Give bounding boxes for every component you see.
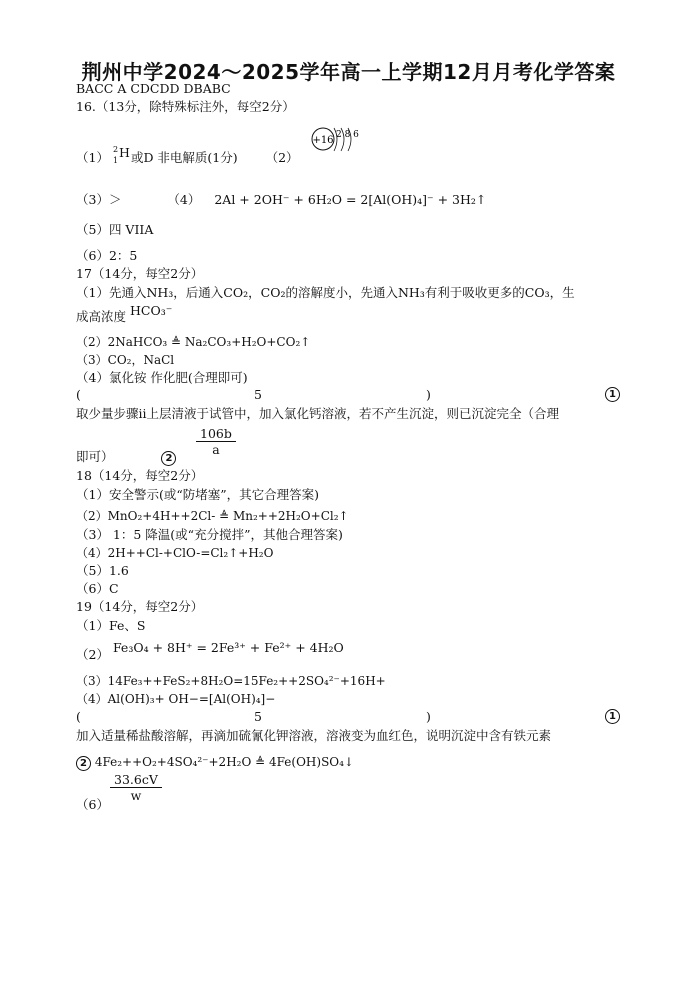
fraction-denominator: w <box>130 788 142 803</box>
q19-p5-num: 5 <box>254 709 262 724</box>
circled-number-1: 1 <box>605 709 620 724</box>
q19-part1: （1）Fe、S <box>76 618 146 633</box>
circled-number-1: 1 <box>605 387 620 402</box>
page-title: 荆州中学2024～2025学年高一上学期12月月考化学答案 <box>81 60 616 84</box>
q19-p5-open: ( <box>76 709 81 724</box>
q18-part3: （3） 1：5 降温(或“充分搅拌”，其他合理答案) <box>76 527 343 542</box>
q19-p5-close: ) <box>426 709 431 724</box>
q18-part1: （1）安全警示(或“防堵塞”，其它合理答案) <box>76 487 319 502</box>
q16-p1-label: （1） <box>76 150 109 165</box>
q16-header: 16.（13分，除特殊标注外，每空2分） <box>76 99 295 114</box>
q18-part6: （6）C <box>76 581 119 596</box>
hydrogen-isotope-symbol <box>112 145 131 166</box>
q19-part2 <box>76 640 344 662</box>
q17-part4: （4）氯化铵 作化肥(合理即可) <box>76 370 248 385</box>
atomic-number: 1 <box>112 156 119 165</box>
q17-p5-open: ( <box>76 387 81 402</box>
fraction-numerator: 33.6cV <box>110 772 162 788</box>
fraction-numerator: 106b <box>196 426 236 442</box>
q16-part3-4 <box>76 192 486 208</box>
q16-p4-label: （4） <box>167 192 201 207</box>
q16-p4-equation: 2Al + 2OH⁻ + 6H₂O = 2[Al(OH)₄]⁻ + 3H₂↑ <box>214 192 487 207</box>
q18-part2: （2）MnO₂+4H++2Cl- ≜ Mn₂++2H₂O+Cl₂↑ <box>76 509 349 523</box>
q16-part5: （5）四 VIIA <box>76 222 154 237</box>
q17-header: 17（14分，每空2分） <box>76 266 204 281</box>
element-symbol: H <box>118 145 130 160</box>
atom-shells-label: 2 8 6 <box>336 130 359 140</box>
q19-p5-equation: 4Fe₂++O₂+4SO₄²⁻+2H₂O ≜ 4Fe(OH)SO₄↓ <box>94 755 354 769</box>
q17-part5-line1 <box>76 387 621 403</box>
q19-header: 19（14分，每空2分） <box>76 599 204 614</box>
q19-part6-label: （6） <box>76 797 109 812</box>
q19-p2-equation: Fe₃O₄ + 8H⁺ = 2Fe³⁺ + Fe²⁺ + 4H₂O <box>112 640 344 655</box>
q17-p5-close: ) <box>426 387 431 402</box>
q17-p1-text: 成高浓度 <box>76 309 127 324</box>
fraction-denominator: a <box>212 442 220 457</box>
atom-nucleus-label: +16 <box>312 135 334 146</box>
q19-part4: （4）Al(OH)₃+ OH−=[Al(OH)₄]− <box>76 692 276 706</box>
q19-p2-label: （2） <box>76 647 109 662</box>
circled-number-2: 2 <box>76 756 91 771</box>
circled-number-2: 2 <box>161 451 176 466</box>
q19-fraction <box>110 772 162 803</box>
mass-number: 2 <box>112 145 119 154</box>
q16-p2-label: （2） <box>265 150 299 165</box>
q17-p5-num: 5 <box>254 387 262 402</box>
q17-part1-line1: （1）先通入NH₃，后通入CO₂，CO₂的溶解度小，先通入NH₃有利于吸收更多的CO₃，生 <box>76 285 575 300</box>
sulfur-atom-diagram <box>304 124 364 156</box>
q17-fraction <box>196 426 236 457</box>
q19-part5-line3 <box>76 754 354 771</box>
choice-answers: BACC A CDCDD DBABC <box>76 81 231 96</box>
q19-part5-line2: 加入适量稀盐酸溶解，再滴加硫氰化钾溶液，溶液变为血红色，说明沉淀中含有铁元素 <box>76 728 552 743</box>
q17-part5-line3 <box>76 449 176 466</box>
q17-part3: （3）CO₂，NaCl <box>76 353 175 367</box>
q18-header: 18（14分，每空2分） <box>76 468 204 483</box>
q17-part1-line2 <box>76 303 173 325</box>
q18-part4: （4）2H++Cl-+ClO-=Cl₂↑+H₂O <box>76 546 274 560</box>
q17-part5-line2: 取少量步骤ⅱ上层清液于试管中，加入氯化钙溶液，若不产生沉淀，则已沉淀完全（合理 <box>76 406 559 421</box>
q19-part5-line1 <box>76 709 621 725</box>
q16-part6: （6）2：5 <box>76 248 138 263</box>
q16-part1 <box>76 145 299 166</box>
q17-p5-text: 即可） <box>76 449 114 464</box>
q17-part2: （2）2NaHCO₃ ≜ Na₂CO₃+H₂O+CO₂↑ <box>76 335 311 349</box>
q16-p3-label: （3）＞ <box>76 192 122 207</box>
q16-p1-rest: 或D 非电解质(1分) <box>130 150 238 165</box>
bicarbonate-ion: HCO₃⁻ <box>130 303 173 318</box>
q19-part3: （3）14Fe₃++FeS₂+8H₂O=15Fe₂++2SO₄²⁻+16H+ <box>76 674 386 688</box>
q18-part5: （5）1.6 <box>76 563 129 578</box>
